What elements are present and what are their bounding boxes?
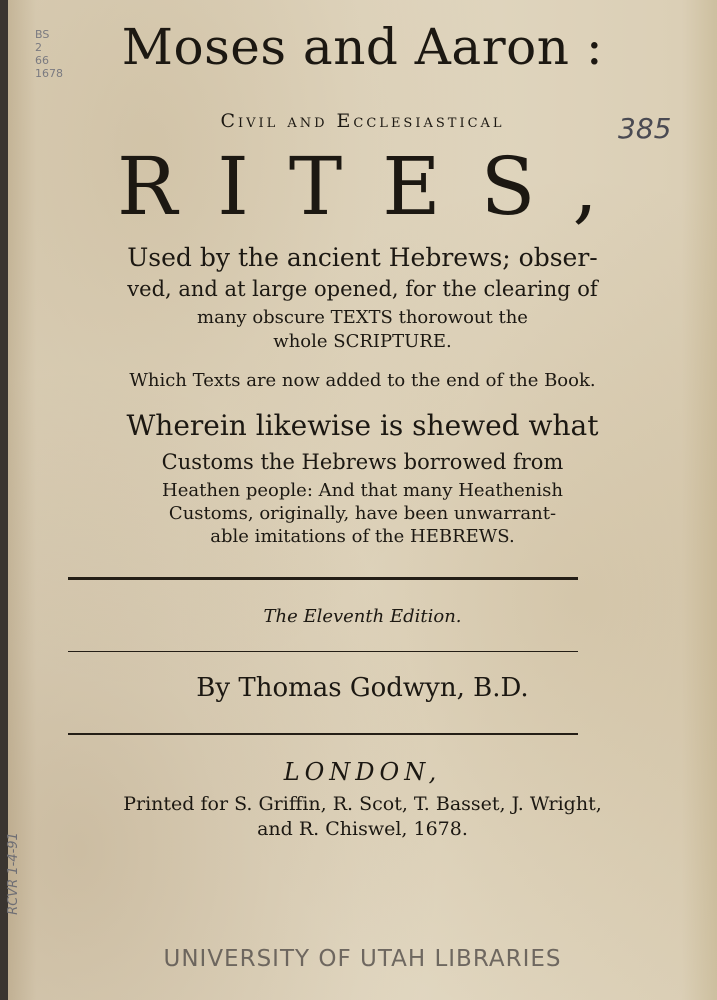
rites-title: RITES, bbox=[117, 140, 638, 233]
description-line-3: many obscure TEXTS thorowout the bbox=[197, 307, 528, 328]
wherein-line-2: Customs the Hebrews borrowed from bbox=[161, 450, 564, 474]
call-number-annotation: BS 2 66 1678 bbox=[35, 28, 63, 80]
title-page bbox=[5, 0, 717, 1000]
divider-rule bbox=[68, 651, 578, 652]
added-note: Which Texts are now added to the end of the Book. bbox=[129, 370, 596, 391]
wherein-line-1: Wherein likewise is shewed what bbox=[126, 409, 599, 442]
wherein-line-5: able imitations of the HEBREWS. bbox=[210, 526, 515, 547]
divider-rule bbox=[68, 733, 578, 735]
imprint-city: LONDON, bbox=[283, 758, 442, 786]
divider-rule bbox=[68, 577, 578, 580]
imprint-line-1: Printed for S. Griffin, R. Scot, T. Basset, J. Wright, bbox=[123, 793, 602, 815]
subtitle: Civil and Ecclesiastical bbox=[220, 110, 505, 132]
wherein-line-4: Customs, originally, have been unwarrant- bbox=[168, 503, 557, 524]
edition: The Eleventh Edition. bbox=[263, 606, 462, 627]
main-title: Moses and Aaron : bbox=[121, 18, 604, 76]
library-stamp: UNIVERSITY OF UTAH LIBRARIES bbox=[163, 946, 562, 972]
handwritten-number: 385 bbox=[618, 112, 672, 145]
wherein-line-3: Heathen people: And that many Heathenish bbox=[162, 480, 563, 501]
description-line-1: Used by the ancient Hebrews; obser- bbox=[127, 243, 598, 272]
description-line-2: ved, and at large opened, for the clearing of bbox=[127, 277, 598, 301]
margin-annotation: RCVR 1-4-91 bbox=[5, 832, 21, 915]
author: By Thomas Godwyn, B.D. bbox=[196, 673, 529, 703]
description-line-4: whole SCRIPTURE. bbox=[273, 331, 452, 352]
imprint-line-2: and R. Chiswel, 1678. bbox=[257, 818, 468, 840]
